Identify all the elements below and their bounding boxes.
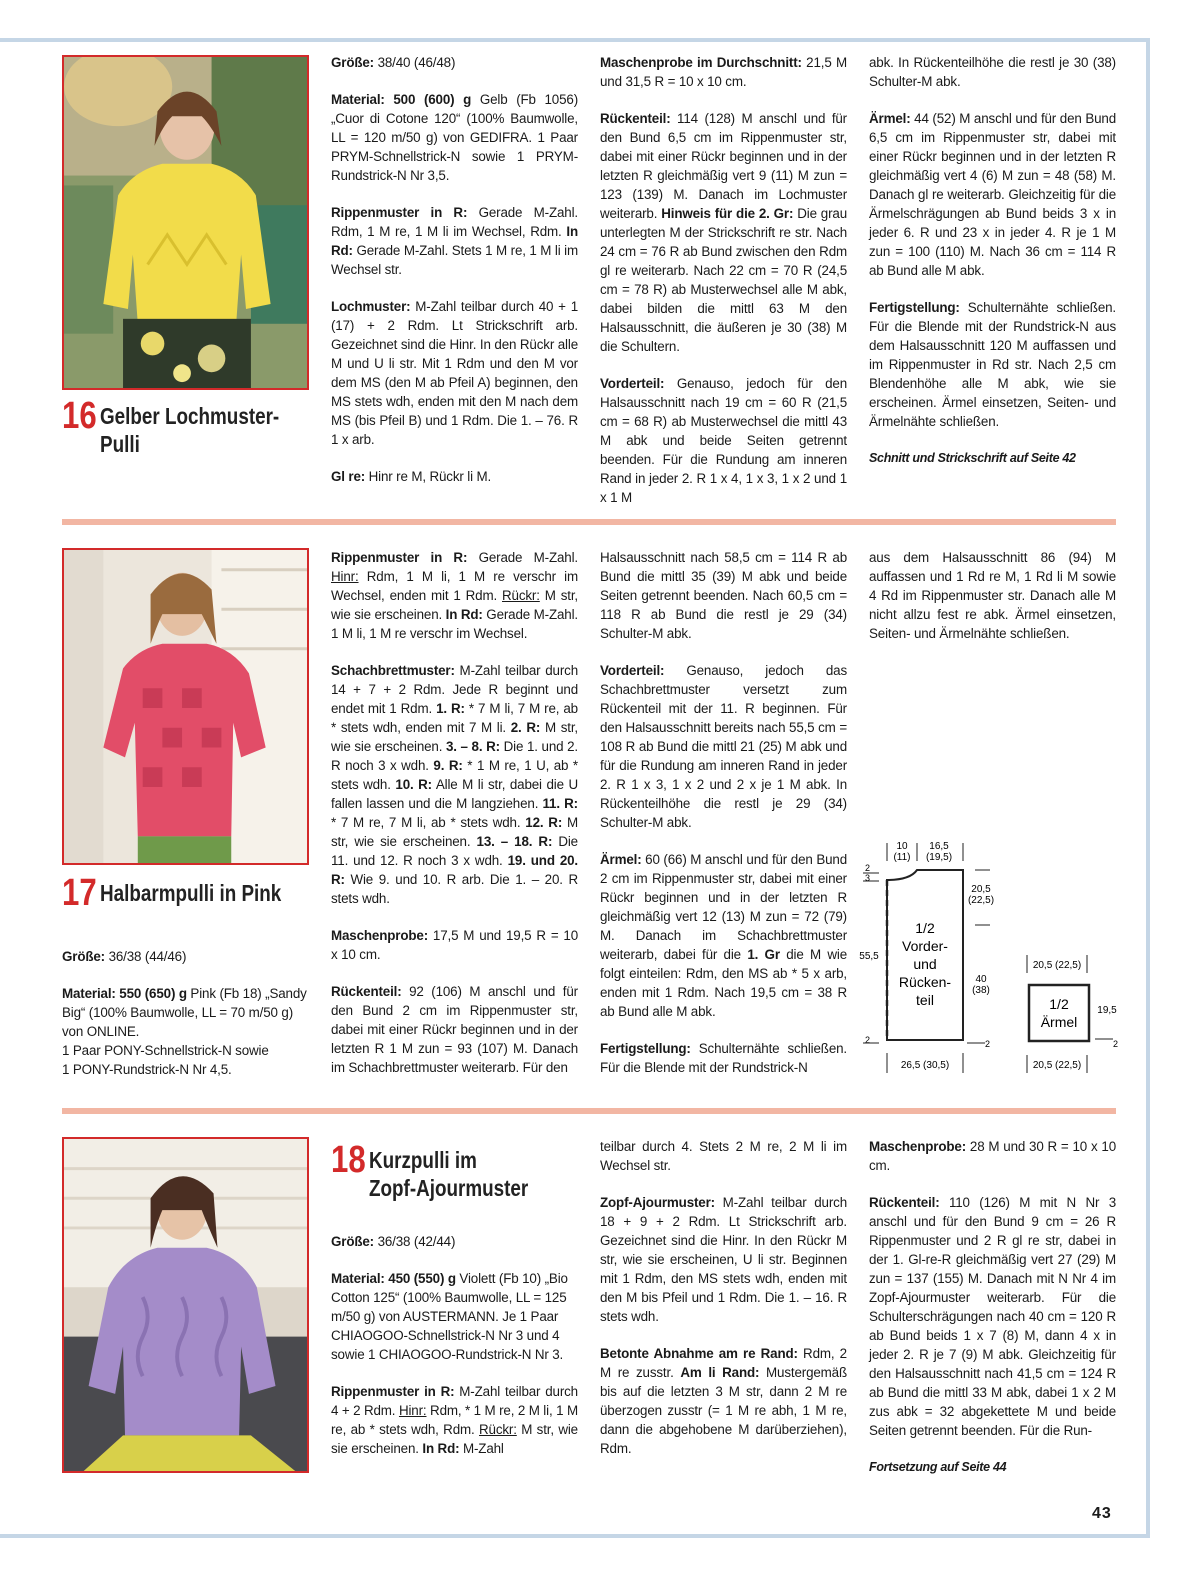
dim-right-2: 40 — [975, 974, 987, 985]
text-col-17c: aus dem Halsausschnitt 86 (94) M auffassen und 1 Rd re M, 1 Rd li M sowie 4 Rd im Rippenmuster str. Danach alle M nicht allzu fest re abk. Ärmel einsetzen, Seiten- und Ärmelnähte schließen. — [869, 550, 1116, 641]
dim-sleeve-right: 19,5 — [1097, 1005, 1117, 1016]
mark-2-top: 2 — [865, 863, 871, 873]
dim-top-2b: (19,5) — [925, 852, 953, 863]
page-ref-16: Schnitt und Strickschrift auf Seite 42 — [869, 451, 1076, 465]
pattern-title-line2: Zopf-Ajourmuster — [369, 1175, 529, 1201]
text-col-17-left: Größe: 36/38 (44/46) Material: 550 (650) g Pink (Fb 18) „Sandy Big“ (100% Baumwolle, LL = 70 m/50 g) von ONLINE. 1 Paar PONY-Schnellstrick-N sowie 1 PONY-Rundstrick-N Nr 4,5. — [62, 949, 307, 1077]
dim-top-1b: (11) — [893, 852, 911, 863]
page-border-right — [1146, 38, 1150, 1538]
pattern-schematic-17 — [855, 835, 1125, 1080]
dim-top-2: 16,5 — [929, 841, 949, 852]
body-label-5: teil — [916, 992, 934, 1008]
text-col-18c: Maschenprobe: 28 M und 30 R = 10 x 10 cm. Rückenteil: 110 (126) M mit N Nr 3 anschl und für den Bund 9 cm = 26 R Rippenmuster und 2 R gl re str, dabei in der 1. Gl-re-R gleichmäßig vert 27 (29) M zun = 137 (155) M. Danach mit N Nr 4 im Zopf-Ajourmuster weiterarb. Für die Schulterschrägungen nach 40 cm = 120 R ab Bund beids 1 x 7 (8) M, dann 4 x in jeder 2. R je 7 (9) M abk. Gleichzeitig für den Halsausschnitt nach 41,5 cm = 124 R ab Bund die mittl 33 M abk, dabei 1 x 2 M zus abk = 32 abgekettete M und beide Seiten getrennt beenden. Für die Run- Fortsetzung auf Seite 44 — [869, 1137, 1116, 1495]
text-col-16a: Größe: 38/40 (46/48) Material: 500 (600) g Gelb (Fb 1056) „Cuor di Cotone 120“ (100% Baumwolle, LL = 120 m/50 g) von GEDIFRA. 1 Paar PRYM-Schnellstrick-N sowie 1 PRYM-Rundstrick-N Nr 3,5. Rippenmuster in R: Gerade M-Zahl. Rdm, 1 M re, 1 M li im Wechsel, Rdm. In Rd: Gerade M-Zahl. Stets 1 M re, 1 M li im Wechsel str. Lochmuster: M-Zahl teilbar durch 40 + 1 (17) + 2 Rdm. Lt Strickschrift arb. Gezeichnet sind die Hinr. In den Rückr alle M und U li str. Mit 1 Rdm und den M vor dem MS (den M ab Pfeil A) beginnen, den MS stets wdh, enden mit den M nach dem MS (bis Pfeil B) und 1 Rdm. Die 1. – 76. R 1 x arb. Gl re: Hinr re M, Rückr li M. — [331, 55, 579, 484]
mark-3-top: 3 — [865, 873, 871, 883]
pattern-title-line1: Gelber Lochmuster- — [100, 403, 280, 429]
photo-purple-sweater — [62, 1137, 309, 1473]
dim-sleeve-bottom: 20,5 (22,5) — [1032, 1060, 1082, 1071]
text-col-16b: Maschenprobe im Durchschnitt: 21,5 M und 31,5 R = 10 x 10 cm. Rückenteil: 114 (128) M anschl und für den Bund 6,5 cm im Rippenmuster str, dabei mit einer Rückr beginnen und in der letzten R gleichmäßig vert 9 (11) M zun = 123 (139) M. Danach im Lochmuster weiterarb. Hinweis für die 2. Gr: Die grau unterlegten M der Strickschrift re str. Nach 24 cm = 76 R ab Bund zwischen den Rdm gl re weiterarb. Nach 22 cm = 70 R (24,5 cm = 78 R) ab Musterwechsel alle M abk, dabei bilden die mittl 63 M den Halsausschnitt, die äußeren je 30 (38) M die Schultern. Vorderteil: Genauso, jedoch für den Halsausschnitt nach 19 cm = 60 R (21,5 cm = 68 R) ab Musterwechsel die mittl 43 M abk und beide Seiten getrennt beenden. Für die Rundung am inneren Rand in jeder 2. R 1 x 4, 1 x 3, 1 x 2 und 1 x 1 M — [600, 55, 847, 505]
text-col-17a: Rippenmuster in R: Gerade M-Zahl. Hinr: Rdm, 1 M li, 1 M re verschr im Wechsel, enden mit 1 Rdm. Rückr: M str, wie sie erscheinen. In Rd: Gerade M-Zahl. 1 M li, 1 M re verschr im Wechsel. Schachbrettmuster: M-Zahl teilbar durch 14 + 7 + 2 Rdm. Jede R beginnt und endet mit 1 Rdm. 1. R: * 7 M li, 7 M re, ab * stets wdh, enden mit 7 M li. 2. R: M str, wie sie erscheinen. 3. – 8. R: Die 1. und 2. R noch 3 x wdh. 9. R: * 1 M re, 1 U, ab * stets wdh. 10. R: Alle M li str, dabei die U fallen lassen und die M langziehen. 11. R: * 7 M re, 7 M li, ab * stets wdh. 12. R: M str, wie sie erscheinen. 13. – 18. R: Die 11. und 12. R noch 3 x wdh. 19. und 20. R: Wie 9. und 10. R arb. Die 1. – 20. R stets wdh. Maschenprobe: 17,5 M und 19,5 R = 10 x 10 cm. Rückenteil: 92 (106) M anschl und für den Bund 2 cm im Rippenmuster str, dabei mit einer Rückr beginnen und in der letzten R 1 M zun = 93 (107) M. Danach im Schachbrettmuster weiterarb. Für den — [331, 550, 578, 1075]
mark-2-bottom-right: 2 — [985, 1039, 991, 1049]
body-label-3: und — [913, 956, 937, 972]
section-divider-2 — [62, 1108, 1116, 1114]
photo-pink-sweater — [62, 548, 309, 865]
sleeve-label-2: Ärmel — [1040, 1014, 1078, 1030]
pattern-title-line2: Pulli — [100, 431, 141, 457]
dim-right-1: 20,5 — [971, 884, 991, 895]
dim-right-2b: (38) — [972, 985, 990, 996]
dim-top-1: 10 — [896, 841, 908, 852]
pattern-number: 17 — [62, 872, 97, 914]
title-17 — [62, 874, 321, 912]
dim-right-1b: (22,5) — [967, 895, 995, 906]
section-divider-1 — [62, 519, 1116, 525]
text-col-18b: teilbar durch 4. Stets 2 M re, 2 M li im Wechsel str. Zopf-Ajourmuster: M-Zahl teilbar durch 18 + 9 + 2 Rdm. Lt Strickschrift arb. Gezeichnet sind die Hinr. In den Rückr M str, wie sie erscheinen, U li str. Beginnen mit 1 Rdm, den MS stets wdh, enden mit den M bis Pfeil und 1 Rdm. Die 1. – 16. R stets wdh. Betonte Abnahme am re Rand: Rdm, 2 M re zusstr. Am li Rand: Mustergemäß bis auf die letzten 3 M str, dann 2 M re überzogen zusstr (= 1 M re abh, 1 M re, dann die abgehobene M darüberziehen), Rdm. — [600, 1139, 847, 1456]
dim-left: 55,5 — [859, 951, 879, 962]
page-border-top — [0, 38, 1150, 42]
title-18 — [331, 1141, 564, 1202]
body-label-1: 1/2 — [915, 920, 935, 936]
sleeve-label-1: 1/2 — [1049, 996, 1069, 1012]
page-number: 43 — [1092, 1505, 1112, 1522]
body-label-2: Vorder- — [902, 938, 948, 954]
pattern-number: 16 — [62, 395, 97, 437]
pattern-title-line1: Halbarmpulli in Pink — [100, 880, 282, 906]
page-ref-18: Fortsetzung auf Seite 44 — [869, 1460, 1007, 1474]
pattern-number: 18 — [331, 1139, 366, 1181]
title-16 — [62, 397, 319, 458]
photo-yellow-sweater — [62, 55, 309, 390]
mark-2-sleeve: 2 — [1113, 1039, 1119, 1049]
text-col-18a: Größe: 36/38 (42/44) Material: 450 (550) g Violett (Fb 10) „Bio Cotton 125“ (100% Baumwolle, LL = 125 m/50 g) von AUSTERMANN. Je 1 Paar CHIAOGOO-Schnellstrick-N Nr 3 und 4 sowie 1 CHIAOGOO-Rundstrick-N Nr 3. Rippenmuster in R: M-Zahl teilbar durch 4 + 2 Rdm. Hinr: Rdm, * 1 M re, 2 M li, 1 M re, ab * stets wdh, Rdm. Rückr: M str, wie sie erscheinen. In Rd: M-Zahl — [331, 1234, 578, 1456]
body-label-4: Rücken- — [898, 974, 952, 990]
text-col-17b: Halsausschnitt nach 58,5 cm = 114 R ab Bund die mittl 35 (39) M abk und beide Seiten getrennt beenden. Nach 60,5 cm = 118 R ab Bund die restl je 29 (34) Schulter-M abk. Vorderteil: Genauso, jedoch das Schachbrettmuster versetzt zum Rückenteil mit der 11. R beginnen. Für den Halsausschnitt bereits nach 55,5 cm = 108 R ab Bund die mittl 21 (25) M abk und für die Rundung am inneren Rand in jeder 2. R 1 x 3, 1 x 2 und 2 x je 1 M abk. In Rückenteilhöhe die restl je 29 (34) Schulter-M abk. Ärmel: 60 (66) M anschl und für den Bund 2 cm im Rippenmuster str, dabei mit einer Rückr beginnen und in der letzten R gleichmäßig vert 12 (13) M zun = 72 (79) M. Danach im Schachbrettmuster weiterarb, dabei für die 1. Gr die M wie folgt einteilen: Rdm, den MS ab * 5 x arb, enden mit 1 Rdm. Nach 19,5 cm = 38 R ab Bund alle M abk. Fertigstellung: Schulternähte schließen. Für die Blende mit der Rundstrick-N — [600, 550, 848, 1075]
dim-sleeve-top: 20,5 (22,5) — [1032, 960, 1082, 971]
pattern-title-line1: Kurzpulli im — [369, 1147, 478, 1173]
dim-bottom: 26,5 (30,5) — [900, 1060, 950, 1071]
text-col-16c: abk. In Rückenteilhöhe die restl je 30 (38) Schulter-M abk. Ärmel: 44 (52) M anschl und für den Bund 6,5 cm im Rippenmuster str, dabei mit einer Rückr beginnen und in der letzten R gleichmäßig vert 4 (6) M zun = 48 (58) M. Danach gl re weiterarb. Gleichzeitig für die Ärmelschrägungen ab Bund beids 3 x in jeder 6. R und 23 x in jeder 4. R je 1 M zun = 100 (110) M. Nach 36 cm = 114 R ab Bund alle M abk. Fertigstellung: Schulternähte schließen. Für die Blende mit der Rundstrick-N aus dem Halsausschnitt 120 M auffassen und im Rippenmuster in Rd str. Nach 2,5 cm Blendenhöhe alle M abk, wie sie erscheinen. Ärmel einsetzen, Seiten- und Ärmelnähte schließen. Schnitt und Strickschrift auf Seite 42 — [869, 53, 1116, 486]
page-border-bottom — [0, 1534, 1150, 1538]
mark-2-bottom-left: 2 — [865, 1035, 871, 1045]
